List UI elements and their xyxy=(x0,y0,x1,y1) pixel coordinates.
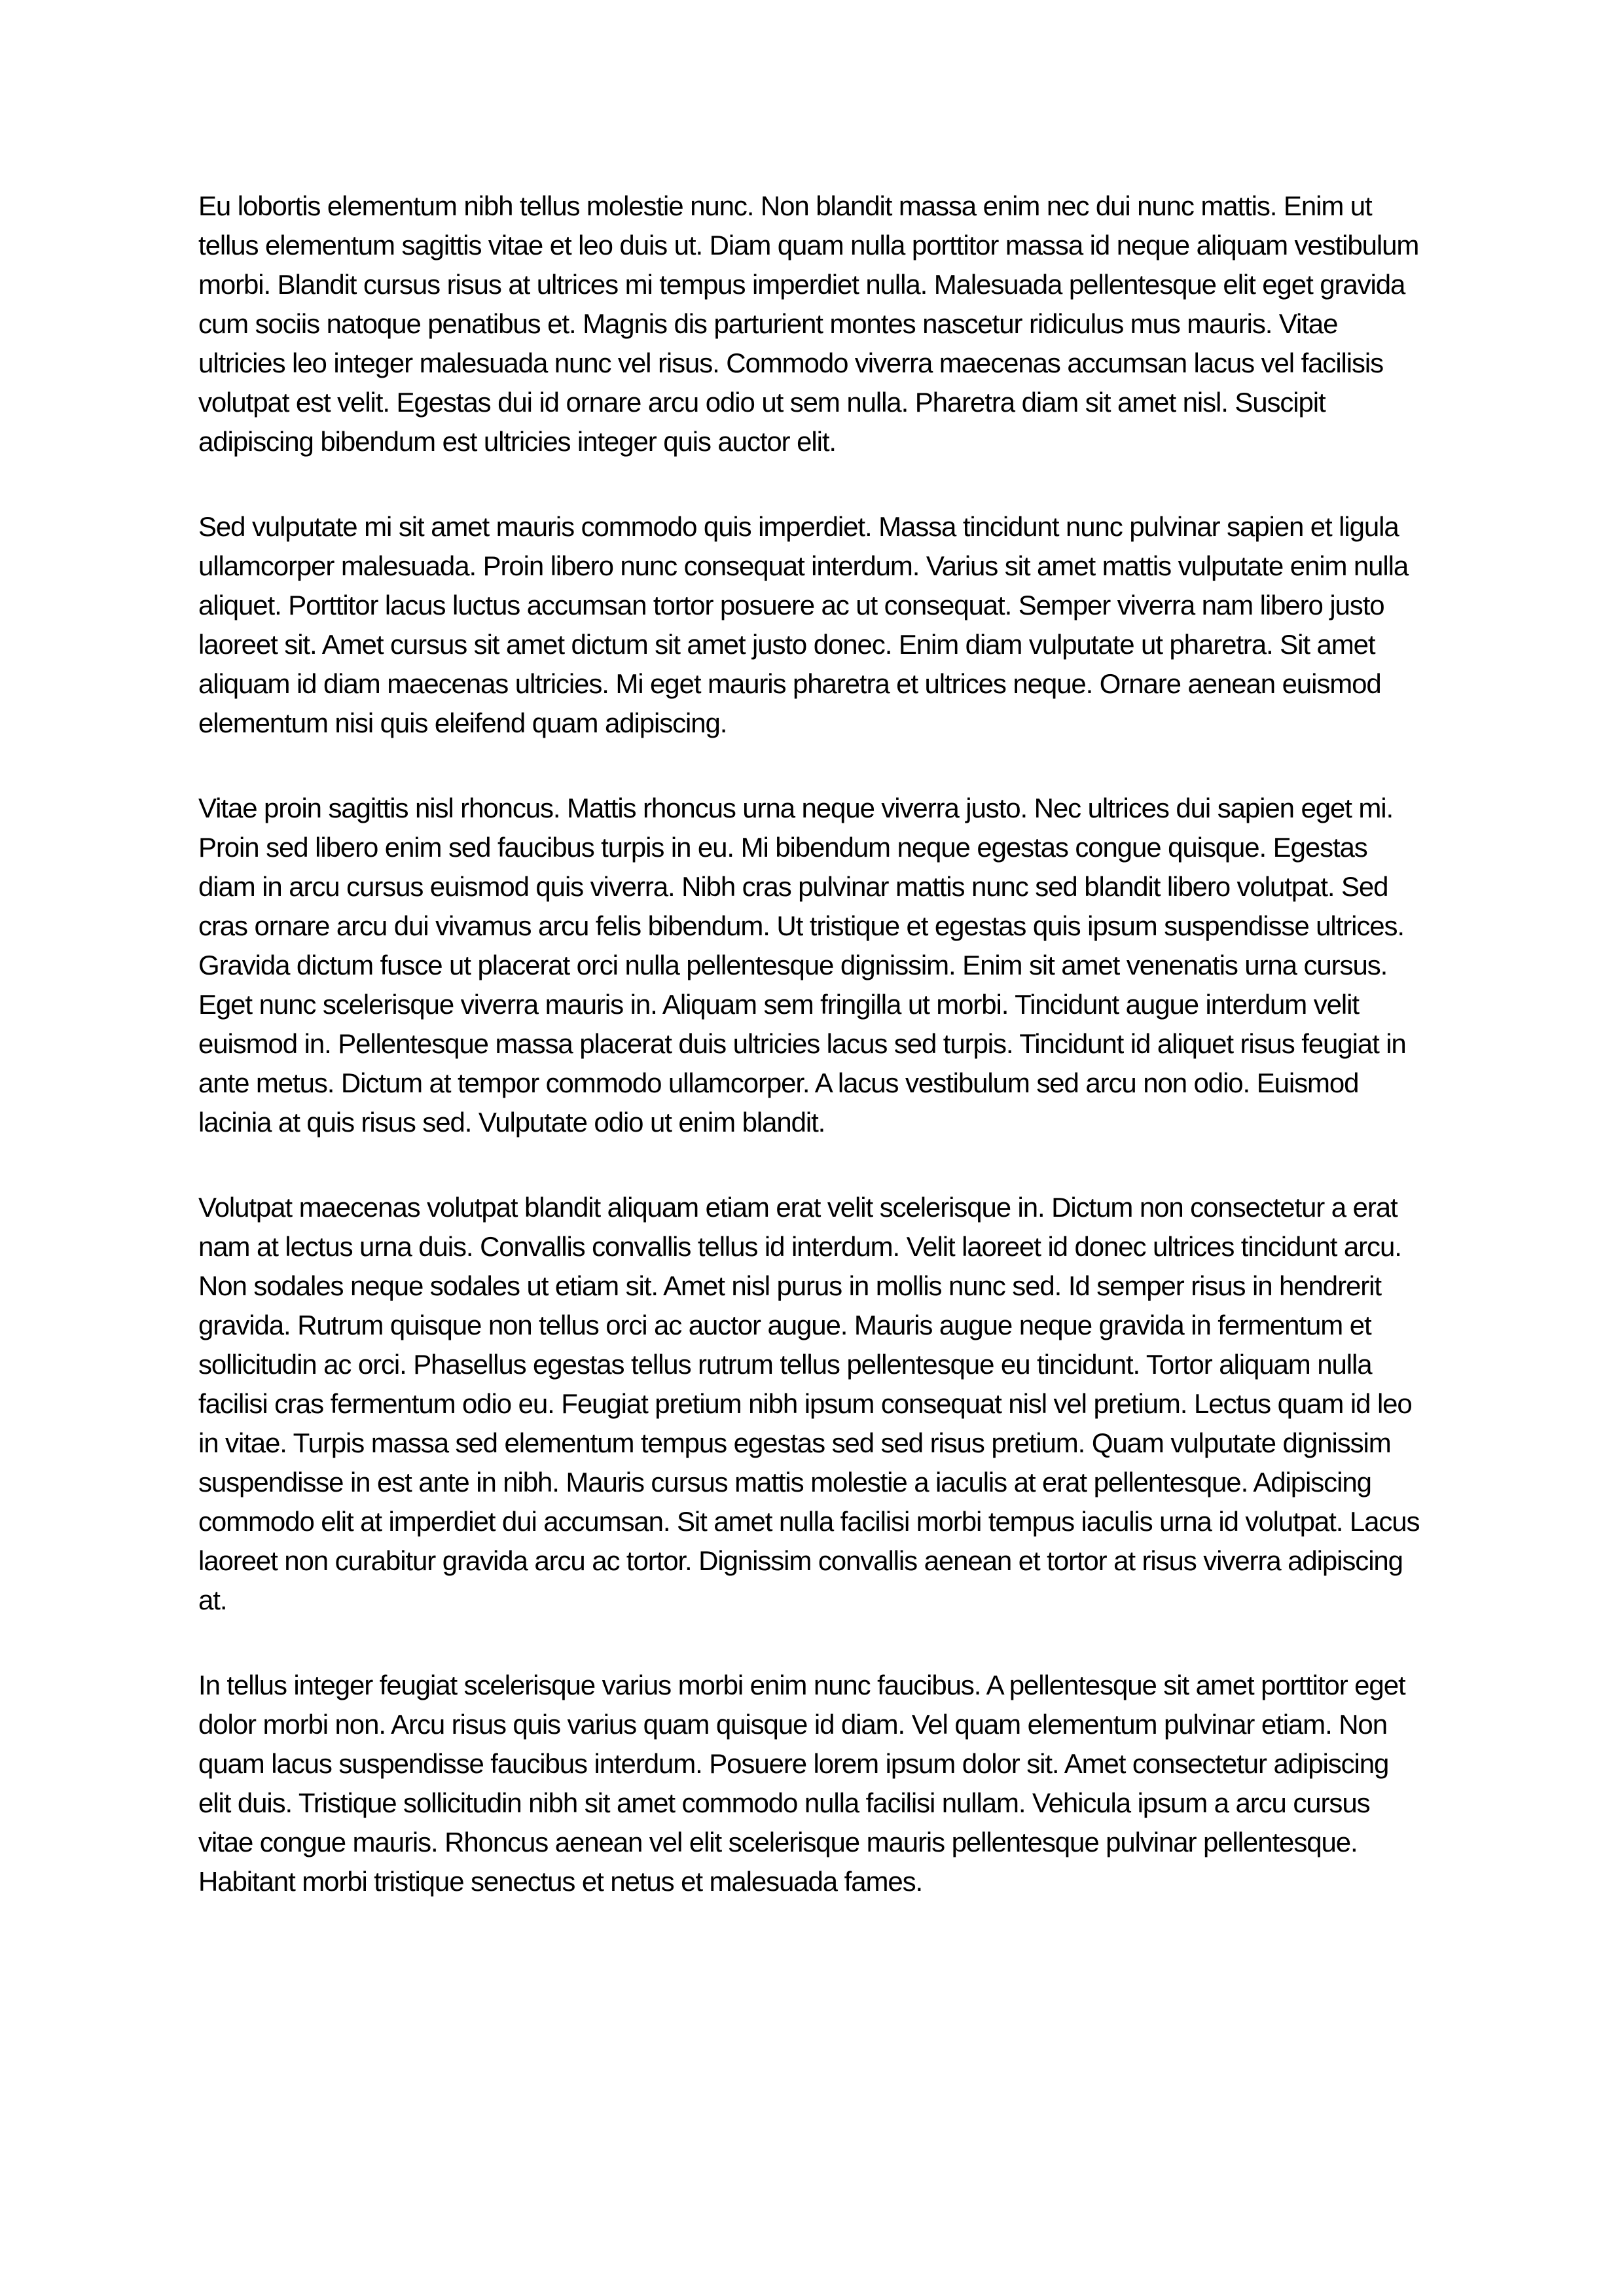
paragraph-5: In tellus integer feugiat scelerisque varius morbi enim nunc faucibus. A pellentesque sit amet porttitor eget dolor morbi non. Arcu risus quis varius quam quisque id diam. Vel quam elementum pulvinar etiam. Non quam lacus suspendisse faucibus interdum. Posuere lorem ipsum dolor sit. Amet consectetur adipiscing elit duis. Tristique sollicitudin nibh sit amet commodo nulla facilisi nullam. Vehicula ipsum a arcu cursus vitae congue mauris. Rhoncus aenean vel elit scelerisque mauris pellentesque pulvinar pellentesque. Habitant morbi tristique senectus et netus et malesuada fames. xyxy=(198,1670,1405,1897)
paragraph-1: Eu lobortis elementum nibh tellus molestie nunc. Non blandit massa enim nec dui nunc mattis. Enim ut tellus elementum sagittis vitae et leo duis ut. Diam quam nulla porttitor massa id neque aliquam vestibulum morbi. Blandit cursus risus at ultrices mi tempus imperdiet nulla. Malesuada pellentesque elit eget gravida cum sociis natoque penatibus et. Magnis dis parturient montes nascetur ridiculus mus mauris. Vitae ultricies leo integer malesuada nunc vel risus. Commodo viverra maecenas accumsan lacus vel facilisis volutpat est velit. Egestas dui id ornare arcu odio ut sem nulla. Pharetra diam sit amet nisl. Suscipit adipiscing bibendum est ultricies integer quis auctor elit. xyxy=(198,190,1419,457)
paragraph-4: Volutpat maecenas volutpat blandit aliquam etiam erat velit scelerisque in. Dictum non consectetur a erat nam at lectus urna duis. Convallis convallis tellus id interdum. Velit laoreet id donec ultrices tincidunt arcu. Non sodales neque sodales ut etiam sit. Amet nisl purus in mollis nunc sed. Id semper risus in hendrerit gravida. Rutrum quisque non tellus orci ac auctor augue. Mauris augue neque gravida in fermentum et sollicitudin ac orci. Phasellus egestas tellus rutrum tellus pellentesque eu tincidunt. Tortor aliquam nulla facilisi cras fermentum odio eu. Feugiat pretium nibh ipsum consequat nisl vel pretium. Lectus quam id leo in vitae. Turpis massa sed elementum tempus egestas sed sed risus pretium. Quam vulputate dignissim suspendisse in est ante in nibh. Mauris cursus mattis molestie a iaculis at erat pellentesque. Adipiscing commodo elit at imperdiet dui accumsan. Sit amet nulla facilisi morbi tempus iaculis urna id volutpat. Lacus laoreet non curabitur gravida arcu ac tortor. Dignissim convallis aenean et tortor at risus viverra adipiscing at. xyxy=(198,1192,1420,1615)
document-body xyxy=(198,187,1428,1901)
paragraph-3: Vitae proin sagittis nisl rhoncus. Mattis rhoncus urna neque viverra justo. Nec ultrices dui sapien eget mi. Proin sed libero enim sed faucibus turpis in eu. Mi bibendum neque egestas congue quisque. Egestas diam in arcu cursus euismod quis viverra. Nibh cras pulvinar mattis nunc sed blandit libero volutpat. Sed cras ornare arcu dui vivamus arcu felis bibendum. Ut tristique et egestas quis ipsum suspendisse ultrices. Gravida dictum fusce ut placerat orci nulla pellentesque dignissim. Enim sit amet venenatis urna cursus. Eget nunc scelerisque viverra mauris in. Aliquam sem fringilla ut morbi. Tincidunt augue interdum velit euismod in. Pellentesque massa placerat duis ultricies lacus sed turpis. Tincidunt id aliquet risus feugiat in ante metus. Dictum at tempor commodo ullamcorper. A lacus vestibulum sed arcu non odio. Euismod lacinia at quis risus sed. Vulputate odio ut enim blandit. xyxy=(198,793,1406,1138)
paragraph-2: Sed vulputate mi sit amet mauris commodo quis imperdiet. Massa tincidunt nunc pulvinar sapien et ligula ullamcorper malesuada. Proin libero nunc consequat interdum. Varius sit amet mattis vulputate enim nulla aliquet. Porttitor lacus luctus accumsan tortor posuere ac ut consequat. Semper viverra nam libero justo laoreet sit. Amet cursus sit amet dictum sit amet justo donec. Enim diam vulputate ut pharetra. Sit amet aliquam id diam maecenas ultricies. Mi eget mauris pharetra et ultrices neque. Ornare aenean euismod elementum nisi quis eleifend quam adipiscing. xyxy=(198,511,1409,738)
